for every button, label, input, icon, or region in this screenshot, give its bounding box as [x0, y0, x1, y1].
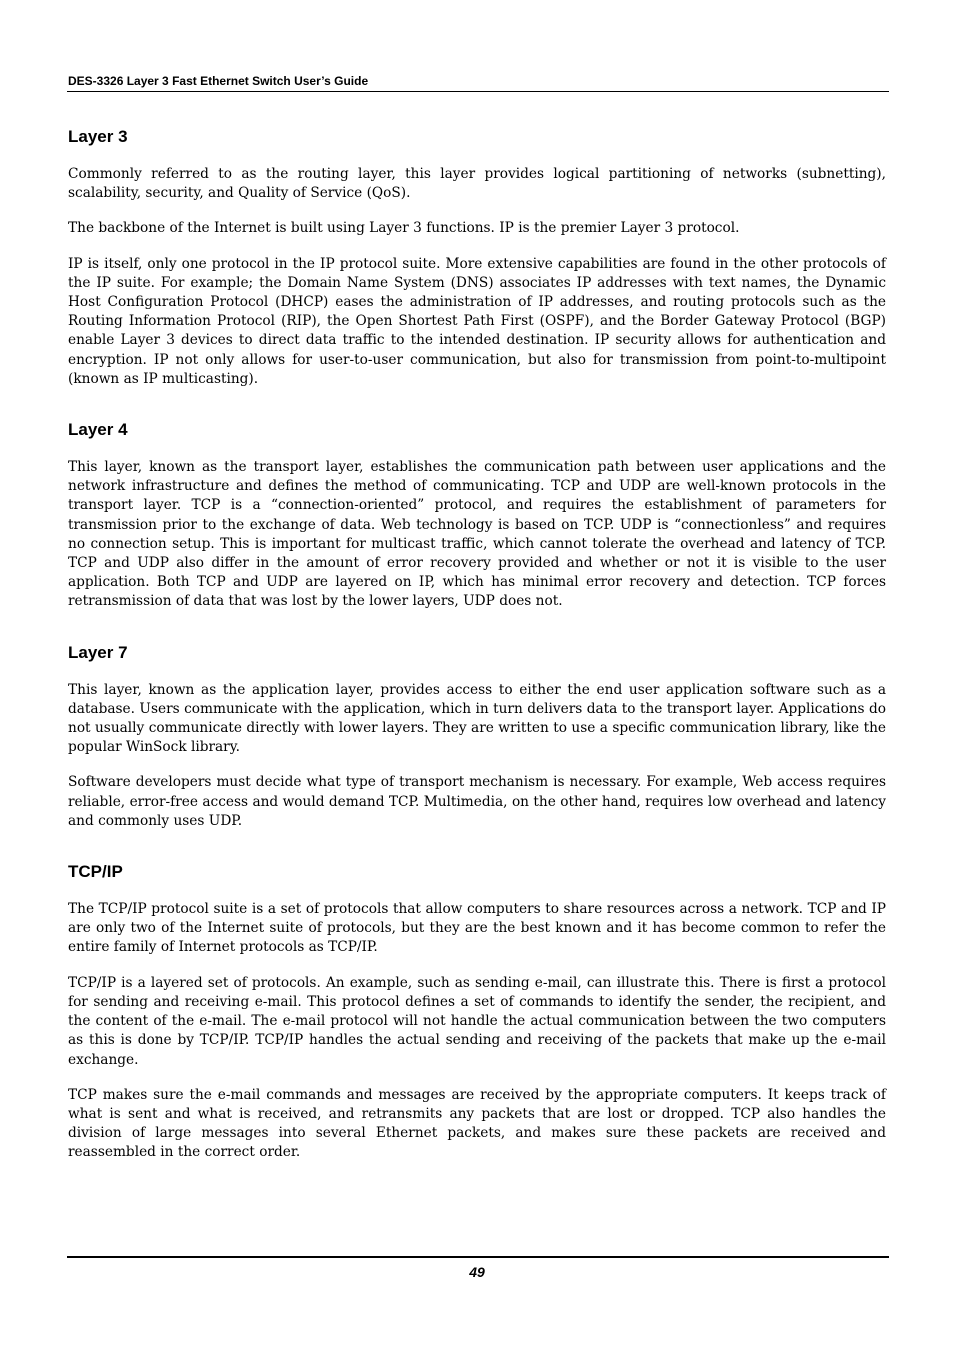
paragraph: The TCP/IP protocol suite is a set of protocols that allow computers to share resources across a network. TCP and IP are only two of the Internet suite of protocols, but they are the best known and it has become common to refer the entire family of Internet protocols as TCP/IP.	[68, 901, 886, 956]
section-layer-4	[68, 419, 886, 612]
section-tcp-ip	[68, 861, 886, 1162]
paragraph: The backbone of the Internet is built using Layer 3 functions. IP is the premier Layer 3 protocol.	[68, 220, 740, 237]
paragraph: Software developers must decide what type of transport mechanism is necessary. For example, Web access requires reliable, error-free access and would demand TCP. Multimedia, on the other hand, requires low overhead and latency and commonly uses UDP.	[68, 774, 886, 829]
section-layer-3	[68, 126, 886, 389]
section-heading: Layer 7	[68, 642, 128, 662]
paragraph: This layer, known as the transport layer, establishes the communication path between user applications and the network infrastructure and defines the method of communicating. TCP and UDP are well-known protocols in the transport layer. TCP is a “connection-oriented” protocol, and requires the establishment of parameters for transmission prior to the exchange of data. Web technology is based on TCP. UDP is “connectionless” and requires no connection setup. This is important for multicast traffic, which cannot tolerate the overhead and latency of TCP. TCP and UDP also differ in the amount of error recovery provided and whether or not it is visible to the user application. Both TCP and UDP are layered on IP, which has minimal error recovery and detection. TCP forces retransmission of data that was lost by the lower layers, UDP does not.	[68, 459, 886, 610]
header-divider	[67, 91, 889, 92]
paragraph: This layer, known as the application layer, provides access to either the end user application software such as a database. Users communicate with the application, which in turn delivers data to the transport layer. Applications do not usually communicate directly with lower layers. They are written to use a specific communication library, like the popular WinSock library.	[68, 681, 886, 756]
paragraph: TCP/IP is a layered set of protocols. An example, such as sending e-mail, can illustrate this. There is first a protocol for sending and receiving e-mail. This protocol defines a set of commands to identify the sender, the recipient, and the content of the e-mail. The e-mail protocol will not handle the actual communication between the two computers as this is done by TCP/IP. TCP/IP handles the actual sending and receiving of the packets that make up the e-mail exchange.	[68, 974, 886, 1068]
page-body	[68, 126, 886, 1179]
page-number: 49	[469, 1264, 485, 1280]
document-header-title: DES-3326 Layer 3 Fast Ethernet Switch User’s Guide	[68, 74, 369, 88]
section-heading: Layer 4	[68, 420, 128, 440]
section-heading: TCP/IP	[68, 862, 123, 882]
paragraph: TCP makes sure the e-mail commands and messages are received by the appropriate computers. It keeps track of what is sent and what is received, and retransmits any packets that are lost or dropped. TCP also handles the division of large messages into several Ethernet packets, and makes sure these packets are received and reassembled in the correct order.	[68, 1086, 886, 1161]
footer-divider	[67, 1256, 889, 1258]
section-heading: Layer 3	[68, 127, 128, 146]
paragraph: Commonly referred to as the routing layer, this layer provides logical partitioning of networks (subnetting), scalability, security, and Quality of Service (QoS).	[68, 166, 886, 202]
section-layer-7	[68, 642, 886, 831]
paragraph: IP is itself, only one protocol in the IP protocol suite. More extensive capabilities are found in the other protocols of the IP suite. For example; the Domain Name System (DNS) associates IP addresses with text names, the Dynamic Host Configuration Protocol (DHCP) eases the administration of IP addresses, and routing protocols such as the Routing Information Protocol (RIP), the Open Shortest Path First (OSPF), and the Border Gateway Protocol (BGP) enable Layer 3 devices to direct data traffic to the intended destination. IP security allows for authentication and encryption. IP not only allows for user-to-user communication, but also for transmission from point-to-multipoint (known as IP multicasting).	[68, 255, 886, 387]
